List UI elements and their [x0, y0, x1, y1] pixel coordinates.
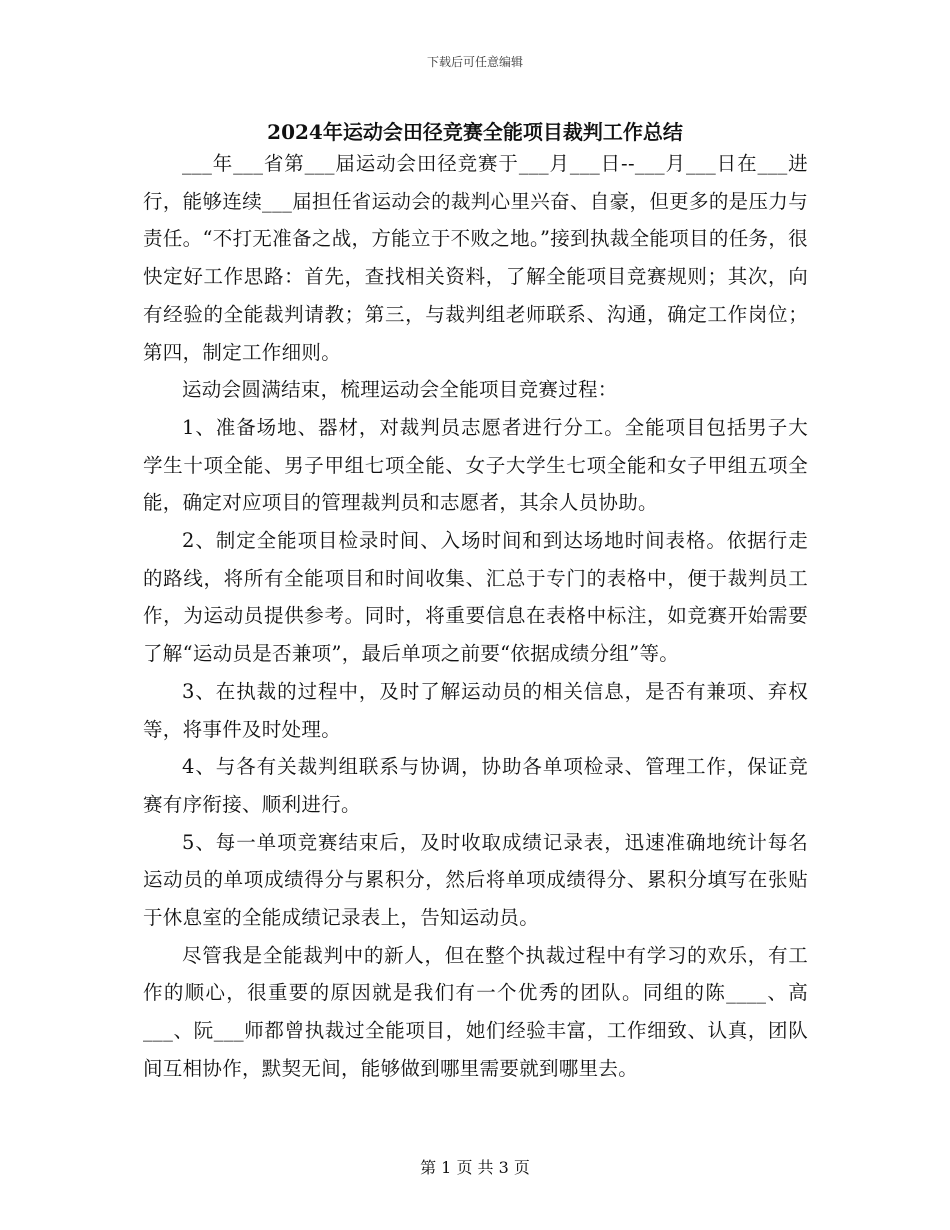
paragraph-item-3: 3、在执裁的过程中，及时了解运动员的相关信息，是否有兼项、弃权等，将事件及时处理。: [143, 679, 808, 741]
page-footer: 第 1 页 共 3 页: [420, 1158, 530, 1177]
paragraph-item-4: 4、与各有关裁判组联系与协调，协助各单项检录、管理工作，保证竞赛有序衔接、顺利进行。: [143, 755, 808, 816]
paragraph-intro: ___年___省第___届运动会田径竞赛于___月___日--___月___日在___进行，能够连续___届担任省运动会的裁判心里兴奋、自豪，但更多的是压力与责任。“不打无准备之战，方能立于不败之地。”接到执裁全能项目的任务，很快定好工作思路：首先，查找相关资料，了解全能项目竞赛规则；其次，向有经验的全能裁判请教；第三，与裁判组老师联系、沟通，确定工作岗位；第四，制定工作细则。: [143, 152, 808, 364]
paragraph-item-1: 1、准备场地、器材，对裁判员志愿者进行分工。全能项目包括男子大学生十项全能、男子甲组七项全能、女子大学生七项全能和女子甲组五项全能，确定对应项目的管理裁判员和志愿者，其余人员协助。: [143, 415, 808, 515]
paragraph-summary-lead: 运动会圆满结束，梳理运动会全能项目竞赛过程：: [182, 378, 618, 402]
paragraph-item-5: 5、每一单项竞赛结束后，及时收取成绩记录表，迅速准确地统计每名运动员的单项成绩得分与累积分，然后将单项成绩得分、累积分填写在张贴于休息室的全能成绩记录表上，告知运动员。: [143, 830, 808, 930]
header-note: 下载后可任意编辑: [426, 55, 523, 69]
paragraph-item-2: 2、制定全能项目检录时间、入场时间和到达场地时间表格。依据行走的路线，将所有全能项目和时间收集、汇总于专门的表格中，便于裁判员工作，为运动员提供参考。同时，将重要信息在表格中标注，如竞赛开始需要了解“运动员是否兼项”，最后单项之前要“依据成绩分组”等。: [143, 529, 808, 666]
paragraph-team: 尽管我是全能裁判中的新人，但在整个执裁过程中有学习的欢乐，有工作的顺心，很重要的原因就是我们有一个优秀的团队。同组的陈____、高___、阮___师都曾执裁过全能项目，她们经验丰富，工作细致、认真，团队间互相协作，默契无间，能够做到哪里需要就到哪里去。: [143, 943, 808, 1080]
document-body: [143, 145, 808, 1088]
document-title: 2024年运动会田径竞赛全能项目裁判工作总结: [267, 120, 683, 144]
